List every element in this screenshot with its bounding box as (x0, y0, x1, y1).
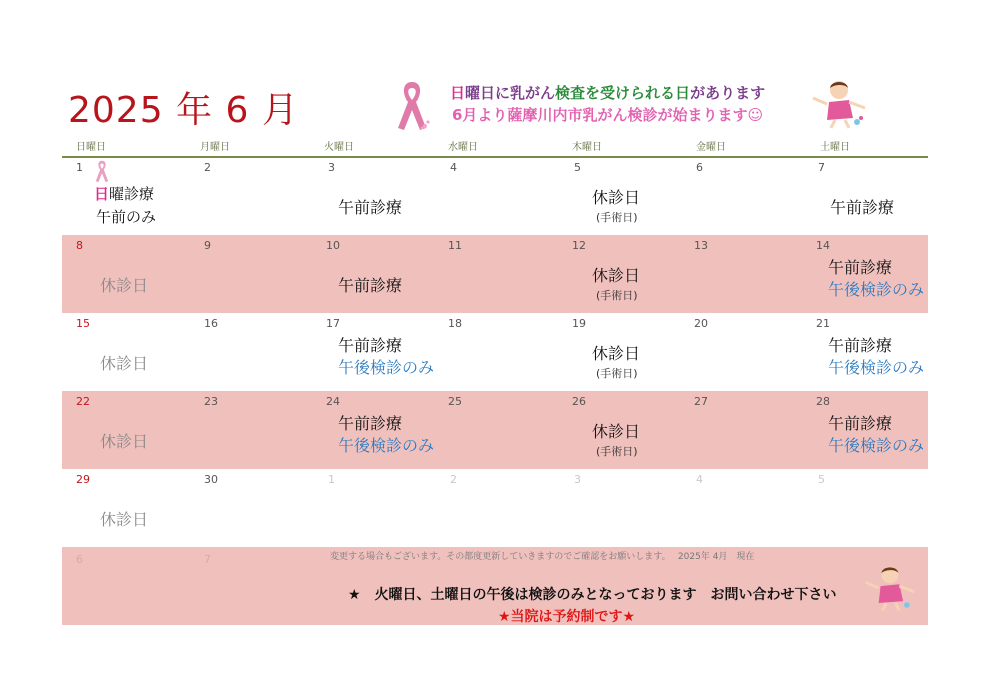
day-number: 23 (204, 395, 218, 408)
am-clinic-label: 午前診療 (338, 198, 403, 217)
day-number: 3 (328, 161, 335, 174)
notice-line-2: 6月より薩摩川内市乳がん検診が始まります☺ (452, 106, 764, 124)
day-number: 16 (204, 317, 218, 330)
pm-screening-label: 午後検診のみ (828, 280, 925, 299)
am-clinic-label: 午前診療 (338, 336, 403, 355)
weekday-fri: 金曜日 (696, 142, 726, 153)
week-row-2 (62, 235, 928, 313)
am-clinic-label: 午前診療 (830, 198, 895, 217)
pink-ribbon-icon (392, 78, 432, 132)
day-number: 17 (326, 317, 340, 330)
day-number-next-month: 5 (818, 473, 825, 486)
notice-sunday: 日 (450, 84, 466, 102)
day-number: 27 (694, 395, 708, 408)
day-number-next-month: 2 (450, 473, 457, 486)
surgery-label: (手術日) (596, 211, 638, 224)
am-clinic-label: 午前診療 (828, 414, 893, 433)
weekday-tue: 火曜日 (324, 142, 354, 153)
girl-running-icon (858, 562, 920, 614)
notice-exam: 検査 (555, 84, 586, 102)
closed-label: 休診日 (100, 432, 149, 451)
week-row-4 (62, 391, 928, 469)
day-number: 4 (450, 161, 457, 174)
day-number: 6 (696, 161, 703, 174)
weekday-sat: 土曜日 (820, 142, 850, 153)
update-note: 変更する場合もございます。その都度更新していきますのでご確認をお願いします。 2025年 4月 現在 (330, 552, 755, 562)
closed-label: 休診日 (100, 510, 149, 529)
am-clinic-label: 午前診療 (828, 258, 893, 277)
day-number: 9 (204, 239, 211, 252)
closed-label: 休診日 (592, 266, 641, 285)
notice-line-1 (450, 82, 765, 103)
weekday-wed: 水曜日 (448, 142, 478, 153)
am-only-label: 午前のみ (96, 208, 157, 226)
pm-screening-label: 午後検診のみ (828, 436, 925, 455)
small-ribbon-icon (92, 159, 112, 183)
notice-text-a: 曜日に乳がん (465, 84, 556, 102)
day-number: 24 (326, 395, 340, 408)
surgery-label: (手術日) (596, 289, 638, 302)
day-number: 18 (448, 317, 462, 330)
day-number: 5 (574, 161, 581, 174)
day-number: 10 (326, 239, 340, 252)
day-number: 11 (448, 239, 462, 252)
day-number: 7 (818, 161, 825, 174)
day-number: 26 (572, 395, 586, 408)
day-number: 25 (448, 395, 462, 408)
sunday-rest: 曜診療 (109, 185, 155, 203)
day-number-next-month: 6 (76, 553, 83, 566)
day-number: 30 (204, 473, 218, 486)
closed-label: 休診日 (592, 188, 641, 207)
reservation-notice: ★当院は予約制です★ (498, 609, 636, 625)
am-clinic-label: 午前診療 (828, 336, 893, 355)
sunday-hi: 日 (94, 185, 110, 203)
weekday-header (62, 136, 928, 158)
day-number: 22 (76, 395, 90, 408)
day-number-next-month: 4 (696, 473, 703, 486)
pm-screening-label: 午後検診のみ (338, 358, 435, 377)
closed-label: 休診日 (100, 354, 149, 373)
closed-label: 休診日 (592, 422, 641, 441)
footer-notice (62, 547, 928, 625)
day-number: 8 (76, 239, 83, 252)
week-row-3 (62, 313, 928, 391)
day-number: 14 (816, 239, 830, 252)
notice-available-day: を受けられる日 (585, 84, 691, 102)
surgery-label: (手術日) (596, 445, 638, 458)
girl-running-icon (805, 78, 871, 130)
am-clinic-label: 午前診療 (338, 276, 403, 295)
surgery-label: (手術日) (596, 367, 638, 380)
calendar-title: 2025 年 6 月 (68, 90, 299, 131)
am-clinic-label: 午前診療 (338, 414, 403, 433)
week-row-1 (62, 157, 928, 235)
day-number: 15 (76, 317, 90, 330)
day-number-next-month: 7 (204, 553, 211, 566)
day-number: 13 (694, 239, 708, 252)
day-number-next-month: 1 (328, 473, 335, 486)
pm-screening-label: 午後検診のみ (828, 358, 925, 377)
afternoon-notice: ★ 火曜日、土曜日の午後は検診のみとなっております お問い合わせ下さい (348, 587, 837, 603)
pm-screening-label: 午後検診のみ (338, 436, 435, 455)
day-number: 28 (816, 395, 830, 408)
day-number-next-month: 3 (574, 473, 581, 486)
week-row-5 (62, 469, 928, 547)
day-number: 2 (204, 161, 211, 174)
closed-label: 休診日 (100, 276, 149, 295)
day-number: 21 (816, 317, 830, 330)
day-number: 19 (572, 317, 586, 330)
day-number: 1 (76, 161, 83, 174)
weekday-mon: 月曜日 (200, 142, 230, 153)
day-number: 29 (76, 473, 90, 486)
closed-label: 休診日 (592, 344, 641, 363)
day-number: 20 (694, 317, 708, 330)
weekday-sun: 日曜日 (76, 142, 106, 153)
notice-text-e: があります (690, 84, 766, 102)
sunday-clinic-label (94, 183, 154, 204)
day-number: 12 (572, 239, 586, 252)
weekday-thu: 木曜日 (572, 142, 602, 153)
